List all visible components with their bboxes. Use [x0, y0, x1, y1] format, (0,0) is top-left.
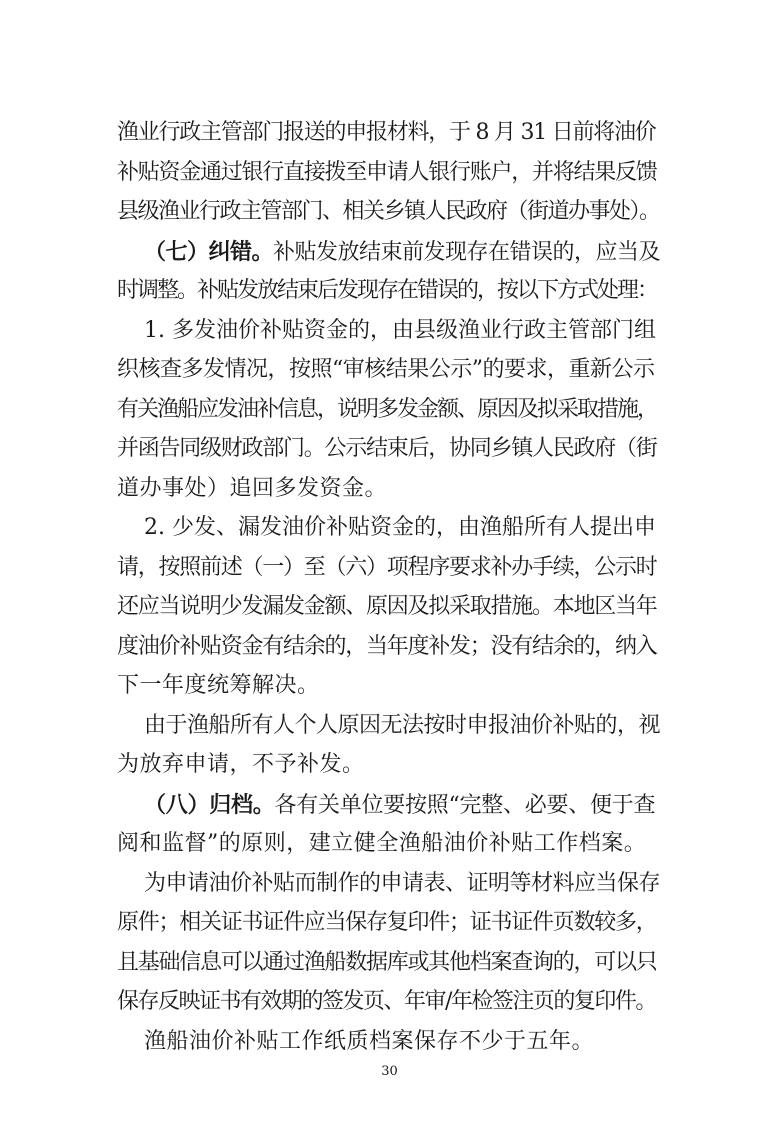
line-text: 1. 多发油价补贴资金的，由县级渔业行政主管部门组 — [144, 318, 656, 343]
line-text: 保存反映证书有效期的签发页、年审/年检签注页的复印件。 — [117, 989, 656, 1014]
section-heading: （七）纠错。 — [144, 239, 274, 265]
text-line — [117, 474, 387, 504]
text-line — [144, 869, 660, 899]
page-number: 30 — [381, 1064, 398, 1079]
line-text: 下一年度统筹解决。 — [117, 673, 320, 698]
text-line — [144, 513, 656, 543]
section-heading: （八）归档。 — [144, 792, 275, 818]
text-line — [117, 908, 657, 938]
line-text: 原件；相关证书证件应当保存复印件；证书证件页数较多， — [117, 910, 657, 935]
line-text: 时调整。补贴发放结束后发现存在错误的，按以下方式处理： — [117, 278, 658, 303]
text-line — [117, 948, 657, 978]
text-line — [117, 829, 646, 859]
line-text: 渔船油价补贴工作纸质档案保存不少于五年。 — [144, 1029, 595, 1054]
line-text: 由于渔船所有人个人原因无法按时申报油价补贴的，视 — [144, 713, 661, 738]
line-text: 织核查多发情况，按照“审核结果公示”的要求，重新公示 — [117, 357, 655, 382]
line-text: 渔业行政主管部门报送的申报材料，于 8 月 31 日前将油价 — [117, 120, 656, 145]
line-text: 并函告同级财政部门。公示结束后，协同乡镇人民政府（街 — [117, 436, 657, 461]
line-text: 补贴资金通过银行直接拨至申请人银行账户，并将结果反馈 — [117, 160, 657, 185]
text-line — [117, 158, 657, 188]
text-line — [117, 118, 655, 148]
line-text: 为申请油价补贴而制作的申请表、证明等材料应当保存 — [144, 871, 661, 896]
text-line — [117, 395, 657, 425]
text-line — [117, 197, 660, 227]
text-line — [144, 711, 660, 741]
text-line — [117, 671, 320, 701]
line-text: 补贴发放结束前发现存在错误的，应当及 — [273, 240, 661, 265]
text-line — [144, 790, 655, 820]
line-text: 县级渔业行政主管部门、相关乡镇人民政府（街道办事处）。 — [117, 199, 660, 224]
line-text: 道办事处）追回多发资金。 — [117, 476, 388, 501]
line-text: 且基础信息可以通过渔船数据库或其他档案查询的，可以只 — [117, 950, 657, 975]
line-text: 请，按照前述（一）至（六）项程序要求补办手续，公示时 — [117, 555, 657, 580]
text-line — [144, 1027, 594, 1057]
text-line — [117, 987, 656, 1017]
text-line — [144, 316, 656, 346]
line-text: 阅和监督”的原则，建立健全渔船油价补贴工作档案。 — [117, 831, 647, 856]
line-text: 有关渔船应发油补信息，说明多发金额、原因及拟采取措施， — [117, 397, 658, 422]
text-line — [117, 553, 657, 583]
line-text: 还应当说明少发漏发金额、原因及拟采取措施。本地区当年 — [117, 594, 657, 619]
text-line — [117, 434, 657, 464]
text-line — [117, 355, 655, 385]
text-line — [117, 276, 657, 306]
text-line — [117, 632, 657, 662]
line-text: 2. 少发、漏发油价补贴资金的，由渔船所有人提出申 — [144, 515, 656, 540]
text-line — [117, 750, 365, 780]
line-text: 各有关单位要按照“完整、必要、便于查 — [274, 793, 656, 818]
text-line — [117, 592, 657, 622]
line-text: 度油价补贴资金有结余的，当年度补发；没有结余的，纳入 — [117, 634, 657, 659]
line-text: 为放弃申请，不予补发。 — [117, 752, 365, 777]
text-line — [144, 237, 660, 267]
